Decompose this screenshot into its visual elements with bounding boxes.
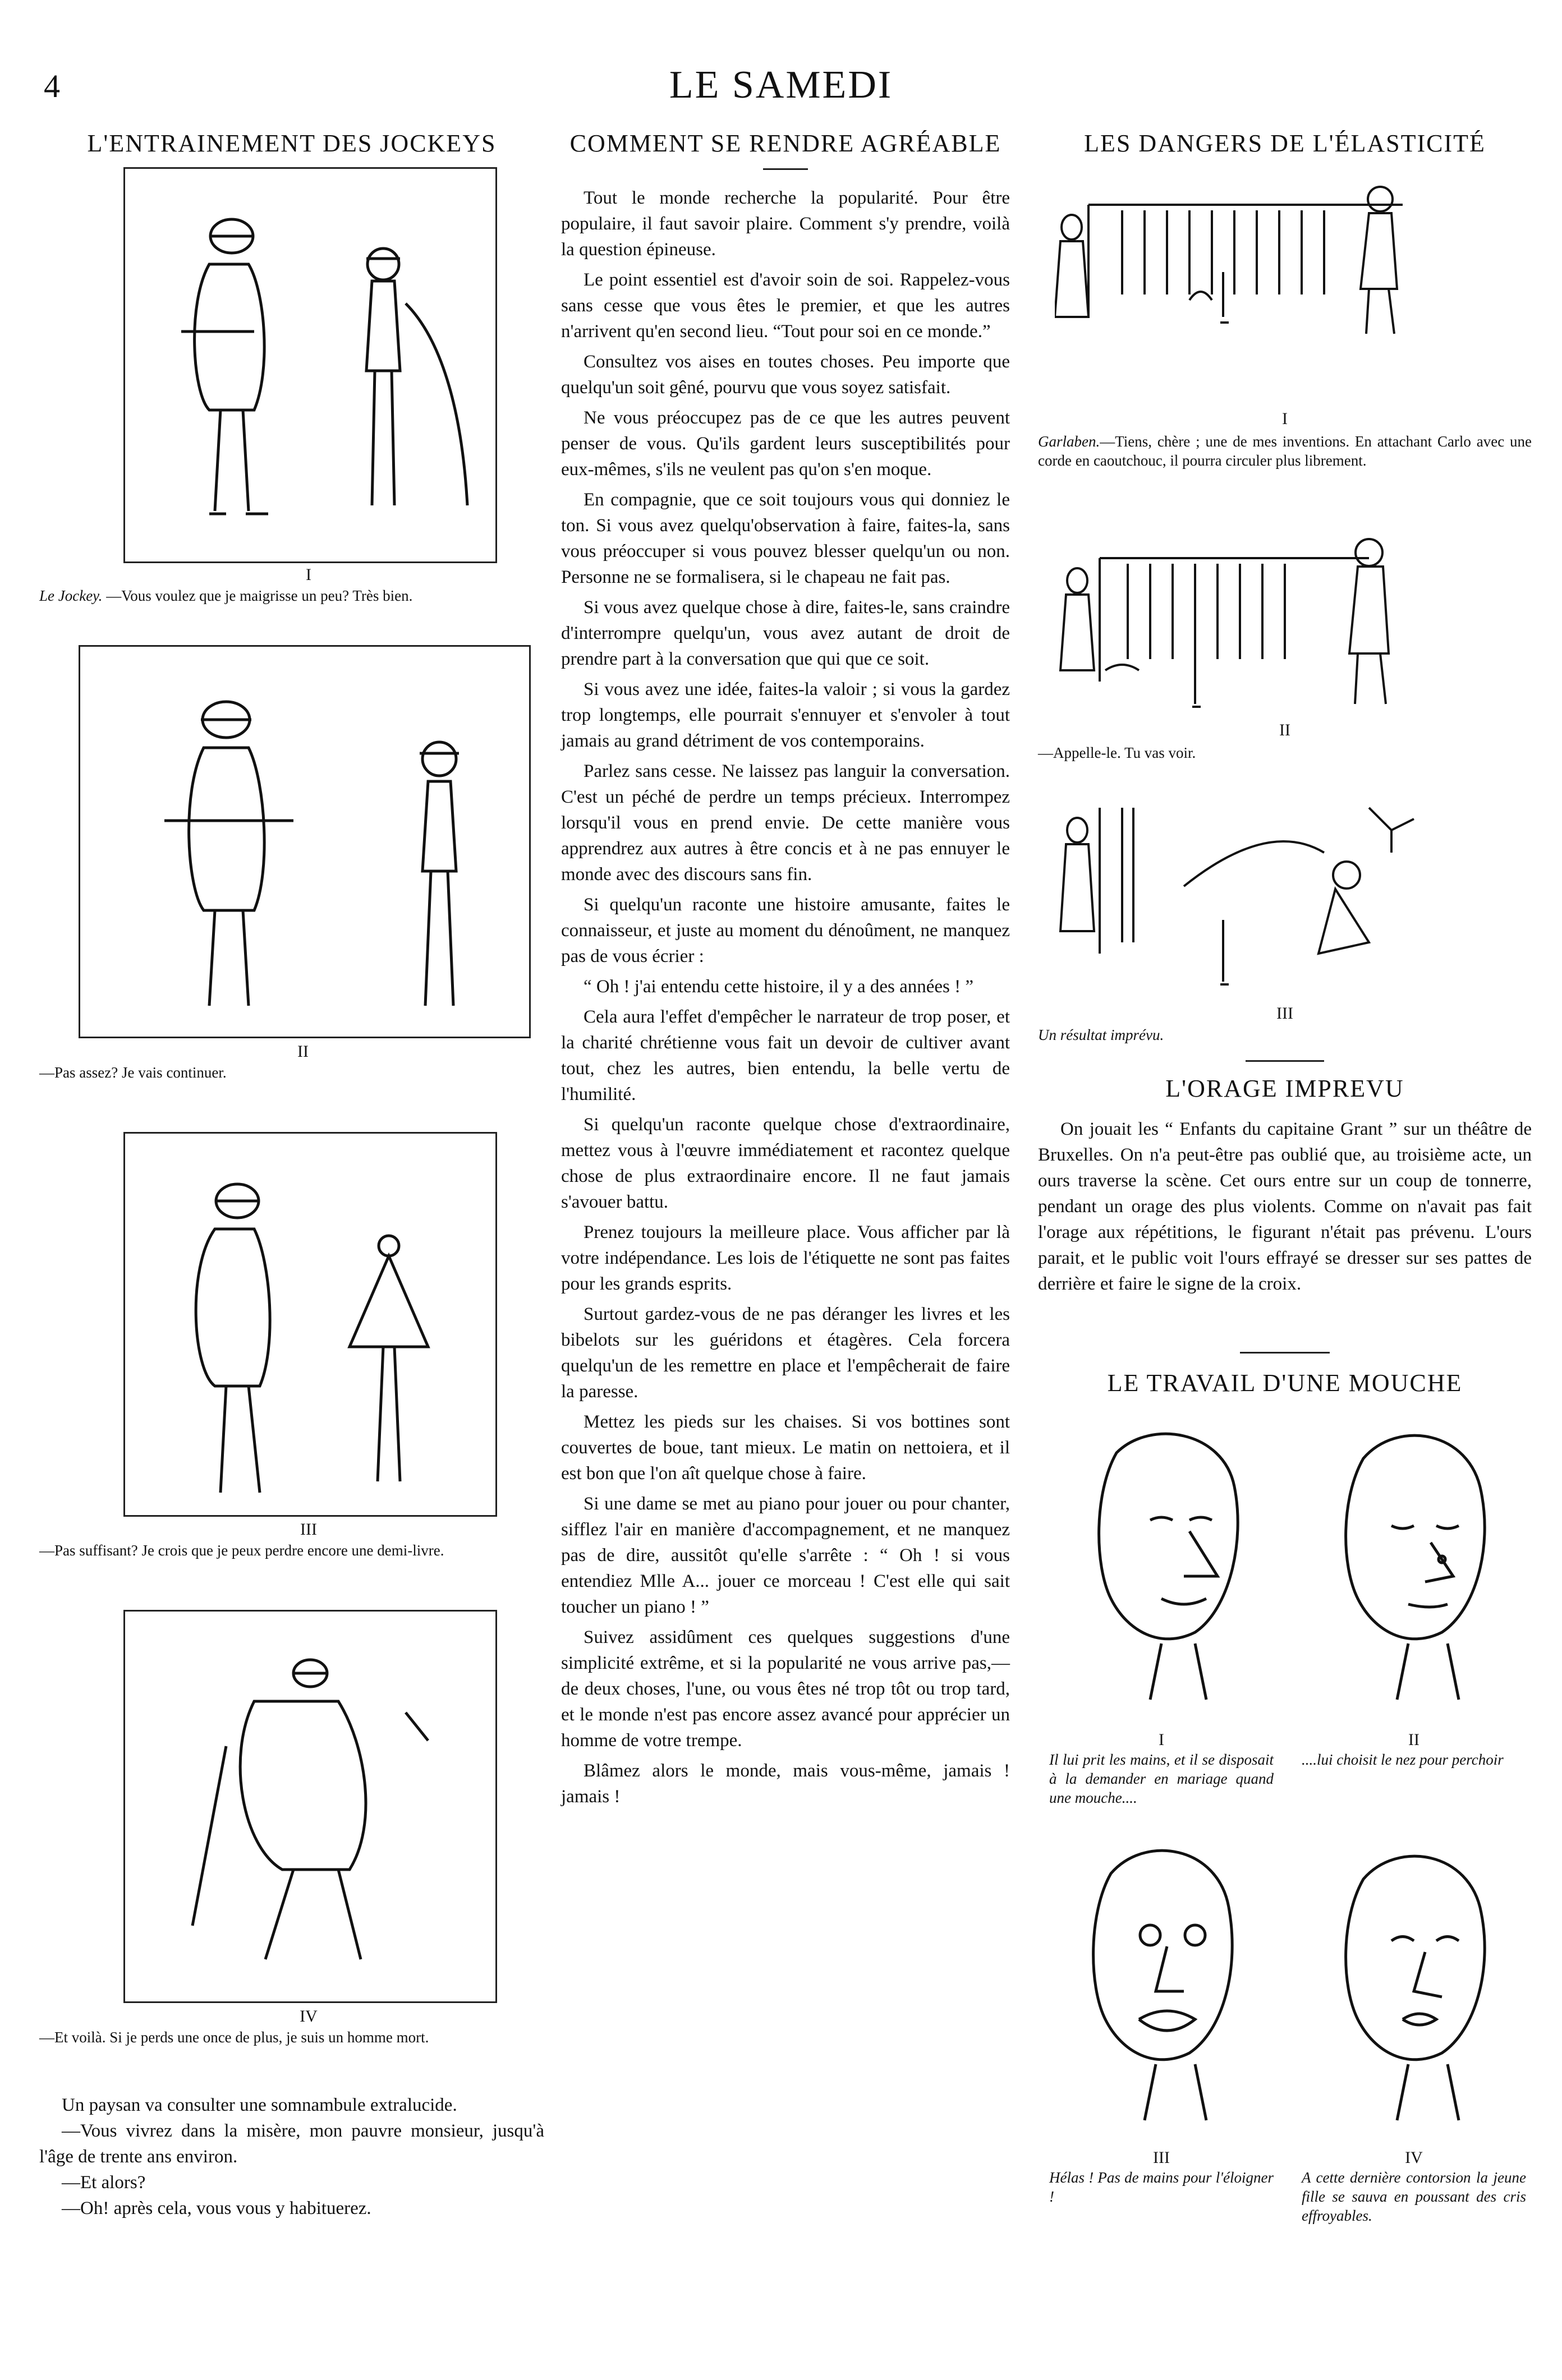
mouche-title: LE TRAVAIL D'UNE MOUCHE <box>1107 1369 1463 1397</box>
agreable-paragraph: Suivez assidûment ces quelques suggestions d'une simplicité extrême, et si la popularité ne vous arrive pas,—de deux choses, l'une, ou vous êtes né trop tôt ou trop tard, et le monde n'est pas encore assez avancé pour apprécier un homme de votre trempe. <box>561 1627 1010 1751</box>
face-sketch-3 <box>1049 1829 1274 2143</box>
jockeys-illustration-3 <box>123 1132 497 1517</box>
elasticite-panel-3-caption <box>1038 1025 1532 1044</box>
agreable-paragraph: Si quelqu'un raconte une histoire amusante, faites le connaisseur, et juste au moment du dénoûment, ne manquez pas de vous écrier : <box>561 895 1010 966</box>
mouche-panel-3-numeral: III <box>1153 2148 1170 2167</box>
agreable-paragraph: Le point essentiel est d'avoir soin de soi. Rappelez-vous sans cesse que vous êtes le premier, et que les autres n'arrivent qu'en second lieu. “Tout pour soi en ce monde.” <box>561 270 1010 342</box>
jockeys-panel-1-text: —Vous voulez que je maigrisse un peu? Très bien. <box>102 587 413 604</box>
jockey-trainer-sketch-3 <box>125 1134 495 1515</box>
jockeys-panel-1-numeral: I <box>306 565 311 584</box>
elasticite-panel-1-text: —Tiens, chère ; une de mes inventions. En attachant Carlo avec une corde en caoutchouc, il pourra circuler plus librement. <box>1038 433 1532 469</box>
agreable-paragraph: “ Oh ! j'ai entendu cette histoire, il y a des années ! ” <box>584 977 974 997</box>
agreable-title: COMMENT SE RENDRE AGRÉABLE <box>569 130 1001 157</box>
jockeys-panel-4-caption: —Et voilà. Si je perds une once de plus, je suis un homme mort. <box>39 2029 429 2046</box>
jockeys-panel-1-speaker: Le Jockey. <box>39 587 103 604</box>
jockeys-illustration-4 <box>123 1610 497 2003</box>
elasticite-panel-2-caption: —Appelle-le. Tu vas voir. <box>1038 744 1196 761</box>
mouche-illustration-1 <box>1049 1408 1274 1722</box>
jockeys-illustration-2 <box>79 645 531 1038</box>
jockey-trainer-sketch-1 <box>125 169 495 561</box>
face-sketch-4 <box>1302 1829 1526 2143</box>
agreable-paragraph: Si vous avez quelque chose à dire, faites-le, sans craindre d'interrompre quelqu'un, vous avez autant de droit de prendre part à la conversation que qui que ce soit. <box>561 597 1010 669</box>
agreable-paragraph: Si vous avez une idée, faites-la valoir ; si vous la gardez trop longtemps, elle pourrait s'ennuyer et s'envoler à tout jamais au grand détriment de vos contemporains. <box>561 679 1010 751</box>
anecdote-line-2: —Vous vivrez dans la misère, mon pauvre monsieur, jusqu'à l'âge de trente ans environ. <box>39 2121 544 2167</box>
section-rule <box>1246 1060 1324 1062</box>
agreable-paragraph: Consultez vos aises en toutes choses. Peu importe que quelqu'un soit gêné, pourvu que vous soyez satisfait. <box>561 352 1010 398</box>
mouche-panel-1-numeral: I <box>1159 1730 1164 1749</box>
elasticite-panel-1-speaker: Garlaben. <box>1038 433 1100 450</box>
jockeys-panel-4-numeral: IV <box>300 2007 318 2025</box>
mouche-panel-2-numeral: II <box>1408 1730 1419 1749</box>
mouche-illustration-2 <box>1302 1408 1526 1722</box>
elasticite-panel-2-numeral: II <box>1279 721 1290 739</box>
anecdote-line-4: —Oh! après cela, vous vous y habituerez. <box>62 2198 371 2218</box>
agreable-paragraph: Prenez toujours la meilleure place. Vous afficher par là votre indépendance. Les lois de l'étiquette ne sont pas faites pour les grands esprits. <box>561 1222 1010 1294</box>
jockey-trainer-sketch-4 <box>125 1612 495 2001</box>
elasticite-illustration-2 <box>1055 502 1442 715</box>
mouche-panel-1-text: Il lui prit les mains, et il se disposait à la demander en mariage quand une mouche.... <box>1049 1751 1274 1806</box>
agreable-article-body <box>561 185 1010 1814</box>
orage-paragraph: On jouait les “ Enfants du capitaine Grant ” sur un théâtre de Bruxelles. On n'a peut-être pas oublié que, au troisième acte, un ours traverse la scène. Cet ours entre sur un coup de tonnerre, pendant un orage des plus violents. Comme on n'avait pas fait l'orage aux répétitions, le figurant n'était pas prévenu. L'ours parait, et le public voit l'ours effrayé se dresser sur ses pattes de derrière et faire le signe de la croix. <box>1038 1119 1532 1294</box>
mouche-panel-4-caption <box>1302 2168 1526 2225</box>
orage-article-body <box>1038 1116 1532 1301</box>
jockeys-title: L'ENTRAINEMENT DES JOCKEYS <box>87 130 497 157</box>
elasticite-panel-3-numeral: III <box>1276 1004 1293 1023</box>
agreable-paragraph: Si quelqu'un raconte quelque chose d'extraordinaire, mettez vous à l'œuvre immédiatement et racontez quelque chose de plus extraordinaire encore. Il ne faut jamais s'avouer battu. <box>561 1115 1010 1212</box>
mouche-panel-3-text: Hélas ! Pas de mains pour l'éloigner ! <box>1049 2169 1274 2205</box>
agreable-paragraph: Surtout gardez-vous de ne pas déranger les livres et les bibelots sur les guéridons et étagères. Cela forcera quelqu'un de les remettre en place et l'empêcherait de faire la paresse. <box>561 1304 1010 1402</box>
mouche-panel-2-text: ....lui choisit le nez pour perchoir <box>1302 1751 1504 1768</box>
jockeys-panel-2-numeral: II <box>297 1042 309 1061</box>
mouche-panel-4-numeral: IV <box>1405 2148 1423 2167</box>
face-sketch-1 <box>1049 1408 1274 1722</box>
jockeys-panel-1-caption <box>39 586 544 605</box>
agreable-paragraph: Blâmez alors le monde, mais vous-même, jamais ! jamais ! <box>561 1761 1010 1807</box>
mouche-panel-2-caption <box>1302 1750 1526 1769</box>
title-rule <box>763 168 808 170</box>
agreable-paragraph: Ne vous préoccupez pas de ce que les autres peuvent penser de vous. Qu'ils gardent leurs susceptibilités pour eux-mêmes, s'ils ne veulent pas qu'on s'en moque. <box>561 408 1010 480</box>
elasticite-illustration-3 <box>1055 774 1442 998</box>
fence-dog-sketch-2 <box>1055 502 1442 715</box>
page-number: 4 <box>44 68 60 104</box>
jockey-trainer-sketch-2 <box>80 647 529 1037</box>
mouche-illustration-3 <box>1049 1829 1274 2143</box>
anecdote-somnambule <box>39 2092 544 2221</box>
jockeys-panel-2-caption: —Pas assez? Je vais continuer. <box>39 1064 227 1081</box>
elasticite-illustration-1 <box>1055 160 1442 345</box>
agreable-paragraph: Tout le monde recherche la popularité. Pour être populaire, il faut savoir plaire. Comment s'y prendre, voilà la question épineuse. <box>561 188 1010 260</box>
face-sketch-2 <box>1302 1408 1526 1722</box>
mouche-panel-3-caption <box>1049 2168 1274 2206</box>
elasticite-panel-3-text: Un résultat imprévu. <box>1038 1026 1164 1043</box>
agreable-paragraph: Parlez sans cesse. Ne laissez pas languir la conversation. C'est un péché de perdre un temps précieux. Interrompez lorsqu'il vous en prend envie. De cette manière vous apprendrez aux autres à être concis et à ne pas ennuyer le monde avec des discours sans fin. <box>561 761 1010 885</box>
agreable-paragraph: Si une dame se met au piano pour jouer ou pour chanter, sifflez l'air en manière d'accompagnement, et ne manquez pas de dire, aussitôt qu'elle s'arrête : “ Oh ! si vous entendiez Mlle A... jouer ce morceau ! C'est elle qui sait toucher un piano ! ” <box>561 1494 1010 1617</box>
section-rule <box>1240 1352 1330 1354</box>
mouche-illustration-4 <box>1302 1829 1526 2143</box>
elasticite-title: LES DANGERS DE L'ÉLASTICITÉ <box>1084 130 1486 157</box>
agreable-paragraph: Cela aura l'effet d'empêcher le narrateur de trop poser, et la charité chrétienne vous fait un devoir de cultiver avant tout, chez les autres, bien entendu, la belle vertu de l'humilité. <box>561 1007 1010 1104</box>
orage-title: L'ORAGE IMPREVU <box>1165 1075 1404 1102</box>
jockeys-illustration-1 <box>123 167 497 563</box>
anecdote-line-1: Un paysan va consulter une somnambule extralucide. <box>62 2095 457 2115</box>
fence-dog-sketch-3 <box>1055 774 1442 998</box>
agreable-paragraph: Mettez les pieds sur les chaises. Si vos bottines sont couvertes de boue, tant mieux. Le matin on nettoiera, et il est bon que l'on aît quelque chose à faire. <box>561 1412 1010 1484</box>
agreable-paragraph: En compagnie, que ce soit toujours vous qui donniez le ton. Si vous avez quelqu'observation à faire, faites-la, sans vous préoccuper si vous pouvez blesser quelqu'un ou non. Personne ne se formalisera, si le chapeau ne fait pas. <box>561 490 1010 587</box>
anecdote-line-3: —Et alors? <box>62 2172 146 2193</box>
fence-dog-sketch-1 <box>1055 160 1442 345</box>
elasticite-panel-1-caption <box>1038 432 1532 470</box>
mouche-panel-1-caption <box>1049 1750 1274 1807</box>
jockeys-panel-3-numeral: III <box>300 1520 317 1539</box>
jockeys-panel-3-caption: —Pas suffisant? Je crois que je peux perdre encore une demi-livre. <box>39 1542 444 1559</box>
masthead-title: LE SAMEDI <box>669 63 893 107</box>
elasticite-panel-1-numeral: I <box>1282 409 1288 428</box>
mouche-panel-4-text: A cette dernière contorsion la jeune fille se sauva en poussant des cris effroyables. <box>1302 2169 1526 2224</box>
